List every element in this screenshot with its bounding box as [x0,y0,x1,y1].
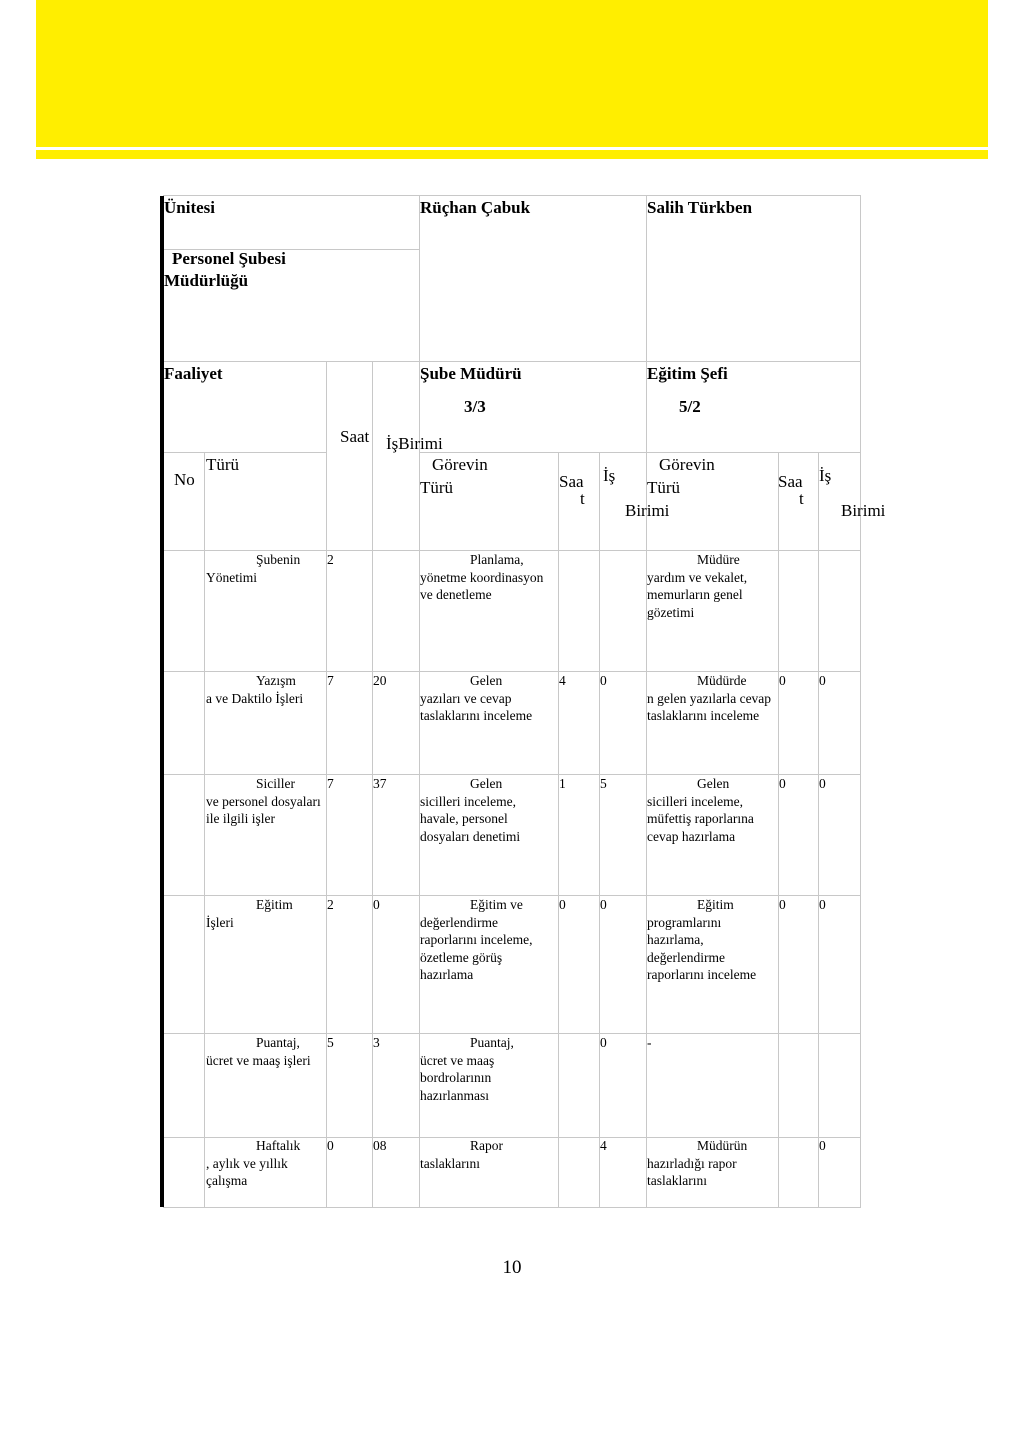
table-row-3-birim1: 5 [600,776,607,791]
table-row-3-saat2: 0 [779,776,786,791]
saat-split-2b: t [799,489,804,508]
table-row-3-saat: 7 [327,776,334,791]
birimi-header-2: Birimi [841,501,886,520]
table-row-2-saat2: 0 [779,673,786,688]
saat-header: Saat [340,427,370,446]
gorevin-turu-header-2: Türü [647,478,681,497]
header-yellow-strip [36,150,988,159]
saat-split-1a: Saa [559,472,584,491]
role2-title: Eğitim Şefi [647,364,728,383]
table-row-4-type: Eğitim İşleri [206,897,293,930]
gorevin-header-2: Görevin [659,455,715,474]
activity-label: Faaliyet [164,364,223,383]
table-row-2-task2: Müdürde n gelen yazılarla cevap taslaklarını inceleme [647,673,772,723]
table-row-4-task2: Eğitim programlarını hazırlama, değerlendirme raporlarını inceleme [647,897,757,982]
gorevin-turu-header-1: Türü [420,478,454,497]
no-header: No [174,470,195,489]
table-row-4-birim: 0 [373,897,380,912]
saat-split-1b: t [580,489,585,508]
turu-header: Türü [206,455,240,474]
table-row-6-saat: 0 [327,1138,334,1153]
table-row-2-birim: 20 [373,673,387,688]
table-row-1-saat: 2 [327,552,334,567]
unit-name: Personel Şubesi Müdürlüğü [164,249,286,290]
birimi-header-1: Birimi [625,501,670,520]
table-row-2-saat: 7 [327,673,334,688]
table-row-3-birim: 37 [373,776,387,791]
person1-name: Rüçhan Çabuk [420,198,531,217]
page-number: 10 [502,1257,522,1278]
table-row-3-task1: Gelen sicilleri inceleme, havale, personel dosyaları denetimi [420,776,521,844]
table-row-3-task2: Gelen sicilleri inceleme, müfettiş raporlarına cevap hazırlama [647,776,754,844]
table-row-6-birim: 08 [373,1138,387,1153]
header-yellow-band [36,0,988,147]
unit-label: Ünitesi [164,198,215,217]
table-row-5-task2: - [647,1035,652,1050]
table-row-2-birim2: 0 [819,673,826,688]
table-row-1-task2: Müdüre yardım ve vekalet, memurların genel gözetimi [647,552,748,620]
gorevin-header-1: Görevin [432,455,488,474]
table-row-4-birim1: 0 [600,897,607,912]
is-header-2: İş [819,466,832,485]
table-row-3-saat1: 1 [559,776,566,791]
role2-code: 5/2 [679,397,701,416]
table-row-5-type: Puantaj, ücret ve maaş işleri [206,1035,311,1068]
table-row-2-birim1: 0 [600,673,607,688]
table-row-6-birim1: 4 [600,1138,607,1153]
role1-title: Şube Müdürü [420,364,522,383]
table-row-4-saat: 2 [327,897,334,912]
table-row-4-birim2: 0 [819,897,826,912]
table-row-5-task1: Puantaj, ücret ve maaş bordrolarının hazırlanması [420,1035,514,1103]
table-row-4-saat2: 0 [779,897,786,912]
table-row-6-task2: Müdürün hazırladığı rapor taslaklarını [647,1138,748,1188]
table-row-5-birim1: 0 [600,1035,607,1050]
table-row-4-saat1: 0 [559,897,566,912]
person2-name: Salih Türkben [647,198,753,217]
table-row-1-type: Şubenin Yönetimi [206,552,301,585]
table-row-2-task1: Gelen yazıları ve cevap taslaklarını inceleme [420,673,533,723]
is-birimi-header: İşBirimi [386,434,443,453]
table-row-1-task1: Planlama, yönetme koordinasyon ve denetleme [420,552,544,602]
table-row-3-birim2: 0 [819,776,826,791]
table-row-2-saat1: 4 [559,673,566,688]
is-header-1: İş [603,466,616,485]
table-row-6-birim2: 0 [819,1138,826,1153]
role1-code: 3/3 [464,397,486,416]
table-row-2-type: Yazışm a ve Daktilo İşleri [206,673,304,706]
table-row-4-task1: Eğitim ve değerlendirme raporlarını inceleme, özetleme görüş hazırlama [420,897,533,982]
table-row-3-type: Siciller ve personel dosyaları ile ilgili işler [206,776,321,826]
table-row-6-task1: Rapor taslaklarını [420,1138,503,1171]
saat-split-2a: Saa [778,472,803,491]
table-row-5-saat: 5 [327,1035,334,1050]
table-left-border [160,196,164,1207]
table-row-6-type: Haftalık , aylık ve yıllık çalışma [206,1138,301,1188]
table-row-5-birim: 3 [373,1035,380,1050]
